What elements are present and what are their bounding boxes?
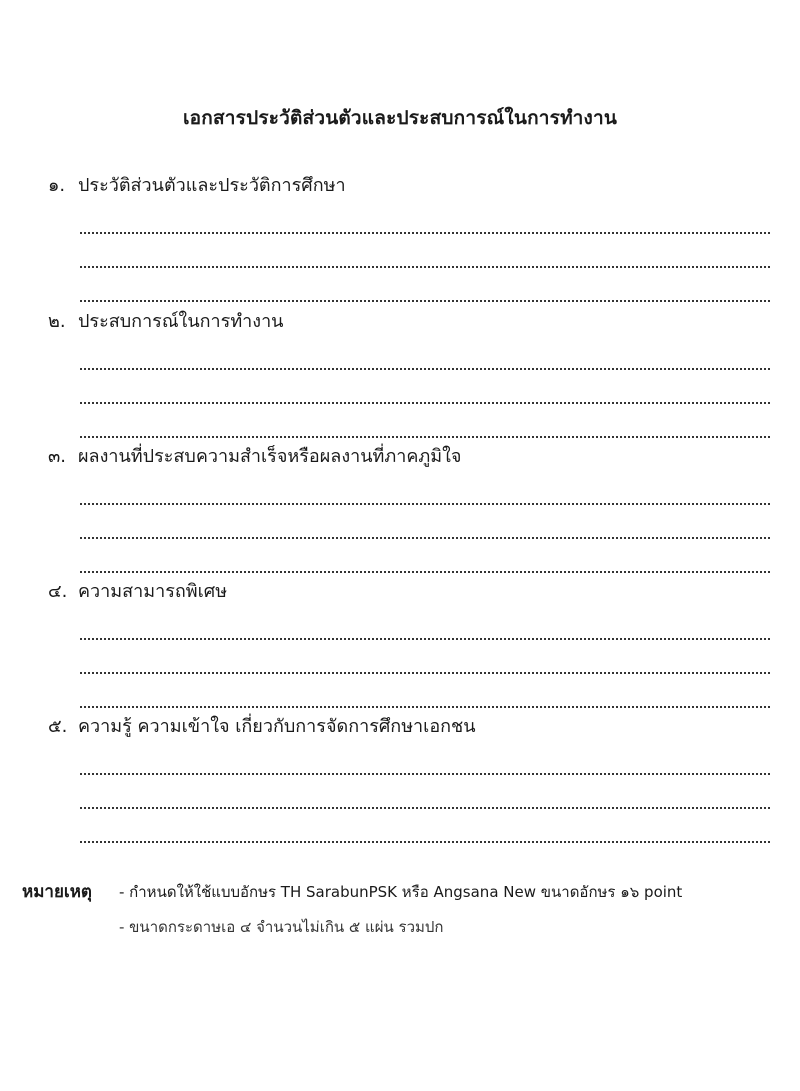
fill-in-line[interactable] xyxy=(80,471,770,505)
fill-in-line[interactable] xyxy=(80,370,770,404)
fill-in-line[interactable] xyxy=(80,336,770,370)
fill-in-line[interactable] xyxy=(80,539,770,573)
section-number: ๔. xyxy=(48,581,68,602)
note-item: - ขนาดกระดาษเอ ๔ จำนวนไม่เกิน ๕ แผ่น รวมปก xyxy=(119,918,444,936)
fill-in-line[interactable] xyxy=(80,775,770,809)
fill-in-line[interactable] xyxy=(80,404,770,438)
notes-label: หมายเหตุ xyxy=(22,882,92,902)
section-heading xyxy=(48,172,773,200)
fill-in-line[interactable] xyxy=(80,200,770,234)
section-number: ๑. xyxy=(48,175,66,196)
section-heading xyxy=(48,713,773,741)
section-number: ๓. xyxy=(48,446,67,467)
page-title: เอกสารประวัติส่วนตัวและประสบการณ์ในการทำงาน xyxy=(182,107,618,129)
section-title: ผลงานที่ประสบความสำเร็จหรือผลงานที่ภาคภูมิใจ xyxy=(78,446,462,467)
fill-in-line[interactable] xyxy=(80,505,770,539)
note-item: - กำหนดให้ใช้แบบอักษร TH SarabunPSK หรือ Angsana New ขนาดอักษร ๑๖ point xyxy=(119,883,683,901)
fill-in-line[interactable] xyxy=(80,741,770,775)
fill-in-line[interactable] xyxy=(80,268,770,302)
section-achievements xyxy=(48,443,773,573)
section-heading xyxy=(48,308,773,336)
fill-in-line[interactable] xyxy=(80,234,770,268)
section-number: ๒. xyxy=(48,311,66,332)
section-special-skills xyxy=(48,578,773,708)
section-number: ๕. xyxy=(48,716,68,737)
section-title: ประสบการณ์ในการทำงาน xyxy=(78,311,284,332)
section-title: ประวัติส่วนตัวและประวัติการศึกษา xyxy=(78,175,346,196)
fill-in-line[interactable] xyxy=(80,640,770,674)
section-work-experience xyxy=(48,308,773,438)
section-heading xyxy=(48,578,773,606)
section-personal-history xyxy=(48,172,773,302)
fill-in-line[interactable] xyxy=(80,809,770,843)
section-private-education-knowledge xyxy=(48,713,773,843)
section-title: ความสามารถพิเศษ xyxy=(78,581,228,602)
section-title: ความรู้ ความเข้าใจ เกี่ยวกับการจัดการศึกษาเอกชน xyxy=(78,716,476,737)
fill-in-line[interactable] xyxy=(80,606,770,640)
fill-in-line[interactable] xyxy=(80,674,770,708)
section-heading xyxy=(48,443,773,471)
